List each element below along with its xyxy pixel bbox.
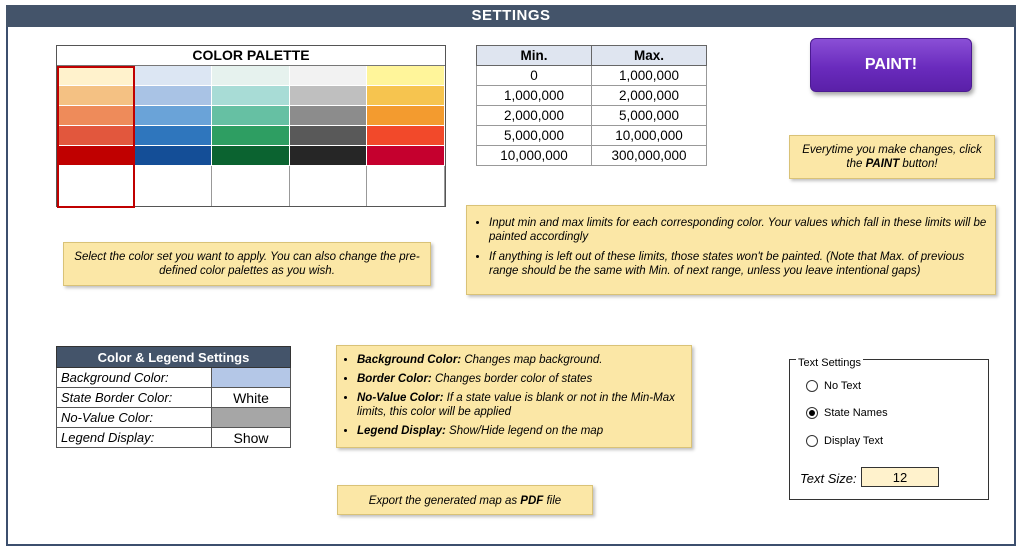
table-row bbox=[57, 368, 291, 388]
min-cell[interactable]: 10,000,000 bbox=[477, 146, 592, 166]
state-border-color-label: State Border Color: bbox=[57, 388, 212, 408]
radio-button-icon[interactable] bbox=[806, 380, 818, 392]
palette-select-cell[interactable] bbox=[290, 166, 368, 206]
table-row bbox=[477, 66, 707, 86]
legend-display-cell[interactable]: Show bbox=[212, 428, 291, 448]
palette-swatch[interactable] bbox=[135, 106, 213, 126]
palette-swatch[interactable] bbox=[212, 86, 290, 106]
palette-select-cell[interactable] bbox=[135, 166, 213, 206]
legend-hint-note bbox=[336, 345, 692, 448]
palette-swatch[interactable] bbox=[212, 146, 290, 166]
radio-button-icon[interactable] bbox=[806, 435, 818, 447]
radio-label: No Text bbox=[824, 380, 862, 392]
palette-swatch[interactable] bbox=[135, 146, 213, 166]
palette-grid bbox=[57, 66, 445, 206]
legend-hint-bold: No-Value Color: bbox=[357, 392, 444, 404]
min-cell[interactable]: 5,000,000 bbox=[477, 126, 592, 146]
palette-swatch[interactable] bbox=[57, 86, 135, 106]
legend-hint-item bbox=[357, 372, 685, 386]
min-cell[interactable]: 0 bbox=[477, 66, 592, 86]
paint-hint-text: Everytime you make changes, click the bbox=[802, 144, 982, 170]
palette-swatch[interactable] bbox=[57, 146, 135, 166]
palette-swatch[interactable] bbox=[367, 126, 445, 146]
legend-hint-text: Changes map background. bbox=[461, 354, 603, 366]
palette-swatch[interactable] bbox=[367, 106, 445, 126]
radio-label: State Names bbox=[824, 407, 888, 419]
paint-hint-text-end: button! bbox=[899, 158, 938, 170]
pdf-hint-bold: PDF bbox=[520, 495, 544, 507]
radio-label: Display Text bbox=[824, 435, 884, 447]
max-cell[interactable]: 300,000,000 bbox=[592, 146, 707, 166]
palette-swatch[interactable] bbox=[212, 66, 290, 86]
table-row bbox=[477, 126, 707, 146]
table-row bbox=[57, 428, 291, 448]
max-cell[interactable]: 5,000,000 bbox=[592, 106, 707, 126]
page-title: SETTINGS bbox=[6, 5, 1016, 27]
palette-select-cell[interactable] bbox=[367, 166, 445, 206]
pdf-hint-note bbox=[337, 485, 593, 515]
background-color-cell[interactable] bbox=[212, 368, 291, 388]
table-row bbox=[477, 86, 707, 106]
limits-hint-item: • Input min and max limits for each corresponding color. Your values which fall in these limits will be painted accordingly bbox=[489, 216, 987, 244]
palette-swatch[interactable] bbox=[212, 106, 290, 126]
palette-swatch[interactable] bbox=[367, 66, 445, 86]
table-row bbox=[57, 388, 291, 408]
palette-swatch[interactable] bbox=[290, 126, 368, 146]
paint-hint-bold: PAINT bbox=[865, 158, 900, 170]
legend-hint-item bbox=[357, 391, 685, 419]
min-header: Min. bbox=[477, 46, 592, 66]
text-size-input[interactable]: 12 bbox=[861, 467, 939, 487]
limits-hint-item: • If anything is left out of these limits, those states won't be painted. (Note that Max. of previous range should be the same with Min. of next range, unless you leave intentional gaps) bbox=[489, 250, 987, 278]
palette-swatch[interactable] bbox=[290, 106, 368, 126]
legend-hint-text: Show/Hide legend on the map bbox=[445, 425, 604, 437]
radio-no-text[interactable] bbox=[806, 380, 861, 392]
text-settings-group bbox=[789, 359, 989, 500]
legend-display-label: Legend Display: bbox=[57, 428, 212, 448]
palette-swatch[interactable] bbox=[135, 86, 213, 106]
legend-hint-item bbox=[357, 353, 685, 367]
palette-swatch[interactable] bbox=[135, 66, 213, 86]
max-cell[interactable]: 10,000,000 bbox=[592, 126, 707, 146]
legend-hint-text: If a state value is blank or not in the Min-Max limits, this color will be applied bbox=[357, 392, 675, 418]
no-value-color-cell[interactable] bbox=[212, 408, 291, 428]
palette-swatch[interactable] bbox=[57, 66, 135, 86]
state-border-color-cell[interactable]: White bbox=[212, 388, 291, 408]
text-size-label: Text Size: bbox=[800, 471, 857, 486]
palette-swatch[interactable] bbox=[212, 126, 290, 146]
pdf-hint-text: Export the generated map as bbox=[368, 495, 521, 507]
table-row bbox=[57, 408, 291, 428]
legend-hint-text: Changes border color of states bbox=[431, 373, 593, 385]
legend-hint-bold: Legend Display: bbox=[357, 425, 446, 437]
color-palette bbox=[56, 45, 446, 207]
palette-select-cell[interactable] bbox=[212, 166, 290, 206]
background-color-label: Background Color: bbox=[57, 368, 212, 388]
limits-hint-note bbox=[466, 205, 996, 295]
no-value-color-label: No-Value Color: bbox=[57, 408, 212, 428]
radio-state-names[interactable] bbox=[806, 407, 888, 419]
legend-hint-list bbox=[343, 353, 685, 438]
max-cell[interactable]: 2,000,000 bbox=[592, 86, 707, 106]
palette-swatch[interactable] bbox=[367, 86, 445, 106]
palette-swatch[interactable] bbox=[290, 86, 368, 106]
min-cell[interactable]: 1,000,000 bbox=[477, 86, 592, 106]
palette-swatch[interactable] bbox=[290, 146, 368, 166]
color-legend-settings-title: Color & Legend Settings bbox=[57, 347, 291, 368]
table-row bbox=[477, 146, 707, 166]
text-settings-title: Text Settings bbox=[798, 357, 861, 369]
legend-hint-bold: Border Color: bbox=[357, 373, 432, 385]
max-header: Max. bbox=[592, 46, 707, 66]
palette-swatch[interactable] bbox=[367, 146, 445, 166]
max-cell[interactable]: 1,000,000 bbox=[592, 66, 707, 86]
table-row bbox=[477, 106, 707, 126]
limits-table bbox=[476, 45, 707, 166]
radio-display-text[interactable] bbox=[806, 435, 883, 447]
palette-swatch[interactable] bbox=[290, 66, 368, 86]
palette-swatch[interactable] bbox=[135, 126, 213, 146]
palette-swatch[interactable] bbox=[57, 126, 135, 146]
palette-select-cell[interactable] bbox=[57, 166, 135, 206]
palette-title: COLOR PALETTE bbox=[57, 46, 445, 66]
pdf-hint-text-end: file bbox=[543, 495, 562, 507]
paint-button[interactable]: PAINT! bbox=[810, 38, 972, 92]
radio-button-icon[interactable] bbox=[806, 407, 818, 419]
paint-hint-note bbox=[789, 135, 995, 179]
min-cell[interactable]: 2,000,000 bbox=[477, 106, 592, 126]
palette-swatch[interactable] bbox=[57, 106, 135, 126]
palette-hint-note: Select the color set you want to apply. You can also change the pre-defined color palettes as you wish. bbox=[63, 242, 431, 286]
legend-hint-bold: Background Color: bbox=[357, 354, 462, 366]
color-legend-settings-table bbox=[56, 346, 291, 448]
legend-hint-item bbox=[357, 424, 685, 438]
